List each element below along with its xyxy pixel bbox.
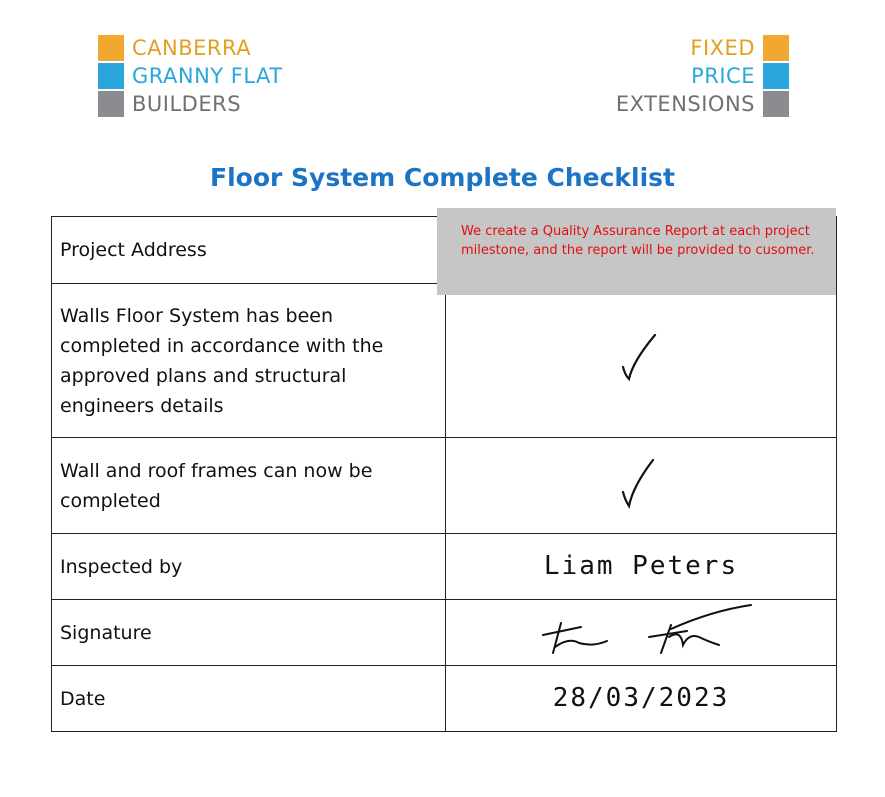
inspector-name: Liam Peters — [543, 550, 739, 581]
fixed-price-extensions-logo — [616, 34, 789, 118]
row-value — [446, 284, 837, 438]
check-mark-icon — [611, 331, 671, 391]
table-row — [52, 284, 837, 438]
logo-line-1: FIXED — [690, 36, 755, 60]
row-label: Project Address — [52, 217, 446, 284]
logo-line-1: CANBERRA — [132, 36, 252, 60]
row-value — [446, 534, 837, 600]
quality-assurance-note: We create a Quality Assurance Report at each project milestone, and the report will be provided to cusomer. — [437, 208, 836, 295]
canberra-granny-flat-builders-logo — [98, 34, 283, 118]
logo-line-3: EXTENSIONS — [615, 92, 755, 116]
row-label: Date — [52, 666, 446, 732]
page-title: Floor System Complete Checklist — [210, 163, 675, 192]
table-row — [52, 534, 837, 600]
logo-line-2: PRICE — [691, 64, 755, 88]
row-label: Walls Floor System has been completed in accordance with the approved plans and structural engineers details — [52, 284, 446, 438]
table-row — [52, 666, 837, 732]
row-value — [446, 600, 837, 666]
logo-line-2: GRANNY FLAT — [132, 64, 283, 88]
row-label: Signature — [52, 600, 446, 666]
row-label: Wall and roof frames can now be completed — [52, 438, 446, 534]
row-value — [446, 438, 837, 534]
logo-bar-orange — [98, 35, 124, 61]
date-value: 28/03/2023 — [552, 682, 730, 713]
row-value — [446, 666, 837, 732]
logo-bar-gray — [763, 91, 789, 117]
logo-bar-blue — [98, 63, 124, 89]
logo-line-3: BUILDERS — [132, 92, 242, 116]
table-row — [52, 438, 837, 534]
table-row — [52, 600, 837, 666]
row-label: Inspected by — [52, 534, 446, 600]
logo-bar-blue — [763, 63, 789, 89]
logo-bar-gray — [98, 91, 124, 117]
signature-icon — [521, 603, 761, 663]
logo-bar-orange — [763, 35, 789, 61]
check-mark-icon — [611, 456, 671, 516]
